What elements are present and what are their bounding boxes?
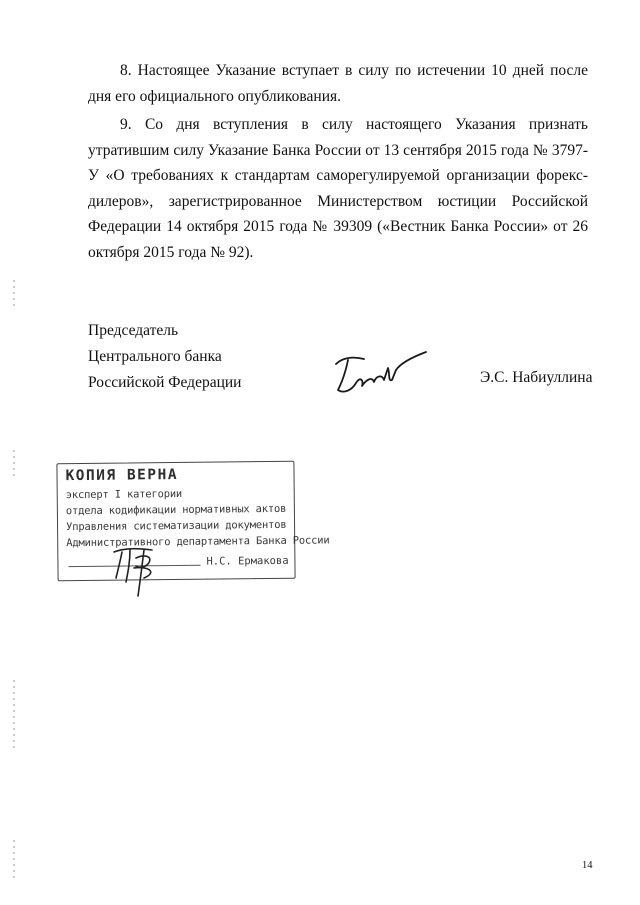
signatory-position <box>88 318 241 396</box>
signatory-position-line: Российской Федерации <box>88 374 242 391</box>
handwritten-signature <box>330 350 430 400</box>
page-number: 14 <box>582 860 593 871</box>
stamp-handwritten-signature <box>108 538 168 598</box>
signatory-name: Э.С. Набиуллина <box>480 369 593 386</box>
certification-stamp <box>56 461 330 581</box>
stamp-title: КОПИЯ ВЕРНА <box>65 466 179 485</box>
stamp-line: Административного департамента Банка России <box>66 534 330 550</box>
paragraph-9: 9. Со дня вступления в силу настоящего Указания признать утратившим силу Указание Банка России от 13 сентября 2015 года № 3797-У «О требованиях к стандартам саморегулируемой организации форекс-дилеров», зарегистрированное Министерством юстиции Российской Федерации 14 октября 2015 года № 39309 («Вестник Банка России» от 26 октября 2015 года № 92). <box>88 116 588 261</box>
stamp-line: эксперт I категории <box>65 487 183 502</box>
stamp-line: отдела кодификации нормативных актов <box>65 502 287 518</box>
paragraph-8: 8. Настоящее Указание вступает в силу по истечении 10 дней после дня его официального опубликования. <box>88 62 588 105</box>
signatory-position-line: Центрального банка <box>88 348 222 365</box>
signatory-position-line: Председатель <box>88 322 179 339</box>
binding-margin-marks <box>12 280 16 880</box>
stamp-person-name: Н.С. Ермакова <box>206 554 289 568</box>
stamp-line: Управления систематизации документов <box>65 518 287 534</box>
